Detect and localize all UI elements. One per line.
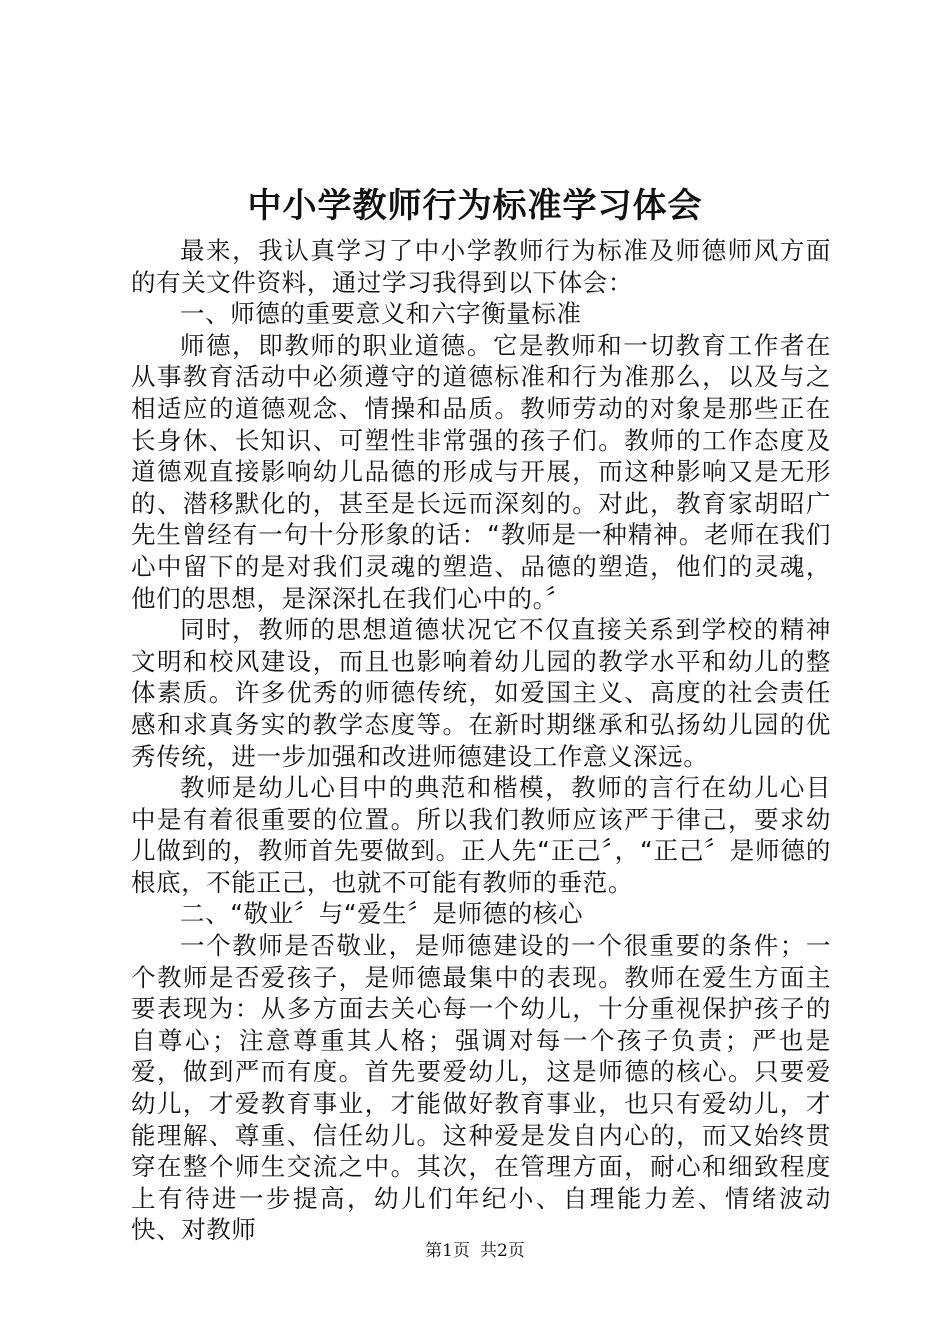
document-title: 中小学教师行为标准学习体会: [247, 186, 703, 226]
paragraph: 同时，教师的思想道德状况它不仅直接关系到学校的精神文明和校风建设，而且也影响着幼儿园的教学水平和幼儿的整体素质。许多优秀的师德传统，如爱国主义、高度的社会责任感和求真务实的教学态度等。在新时期继承和弘扬幼儿园的优秀传统，进一步加强和改进师德建设工作意义深远。: [131, 615, 831, 771]
paragraph: 教师是幼儿心目中的典范和楷模，教师的言行在幼儿心目中是有着很重要的位置。所以我们教师应该严于律己，要求幼儿做到的，教师首先要做到。正人先“正己〞，“正己〞是师德的根底，不能正己，也就不可能有教师的垂范。: [131, 773, 831, 897]
section-heading-1: 一、师德的重要意义和六字衡量标准: [180, 299, 582, 329]
page-number-current: 第1页: [425, 1241, 470, 1261]
page-number-total: 共2页: [480, 1241, 525, 1261]
page-footer: [0, 1240, 950, 1262]
paragraph: 师德，即教师的职业道德。它是教师和一切教育工作者在从事教育活动中必须遵守的道德标准和行为准那么，以及与之相适应的道德观念、情操和品质。教师劳动的对象是那些正在长身休、长知识、可塑性非常强的孩子们。教师的工作态度及道德观直接影响幼儿品德的形成与开展，而这种影响又是无形的、潜移默化的，甚至是长远而深刻的。对此，教育家胡昭广先生曾经有一句十分形象的话：“教师是一种精神。老师在我们心中留下的是对我们灵魂的塑造、品德的塑造，他们的灵魂，他们的思想，是深深扎在我们心中的。〞: [131, 330, 831, 613]
paragraph: 一个教师是否敬业，是师德建设的一个很重要的条件；一个教师是否爱孩子，是师德最集中的表现。教师在爱生方面主要表现为：从多方面去关心每一个幼儿，十分重视保护孩子的自尊心；注意尊重其人格；强调对每一个孩子负责；严也是爱，做到严而有度。首先要爱幼儿，这是师德的核心。只要爱幼儿，才爱教育事业，才能做好教育事业，也只有爱幼儿，才能理解、尊重、信任幼儿。这种爱是发自内心的，而又始终贯穿在整个师生交流之中。其次，在管理方面，耐心和细致程度上有待进一步提高，幼儿们年纪小、自理能力差、情绪波动快、对教师: [131, 931, 831, 1245]
paragraph-intro: 最来，我认真学习了中小学教师行为标准及师德师风方面的有关文件资料，通过学习我得到以下体会：: [131, 236, 831, 297]
document-body: [131, 235, 831, 1246]
section-heading-2: 二、“敬业〞与“爱生〞是师德的核心: [180, 899, 584, 929]
